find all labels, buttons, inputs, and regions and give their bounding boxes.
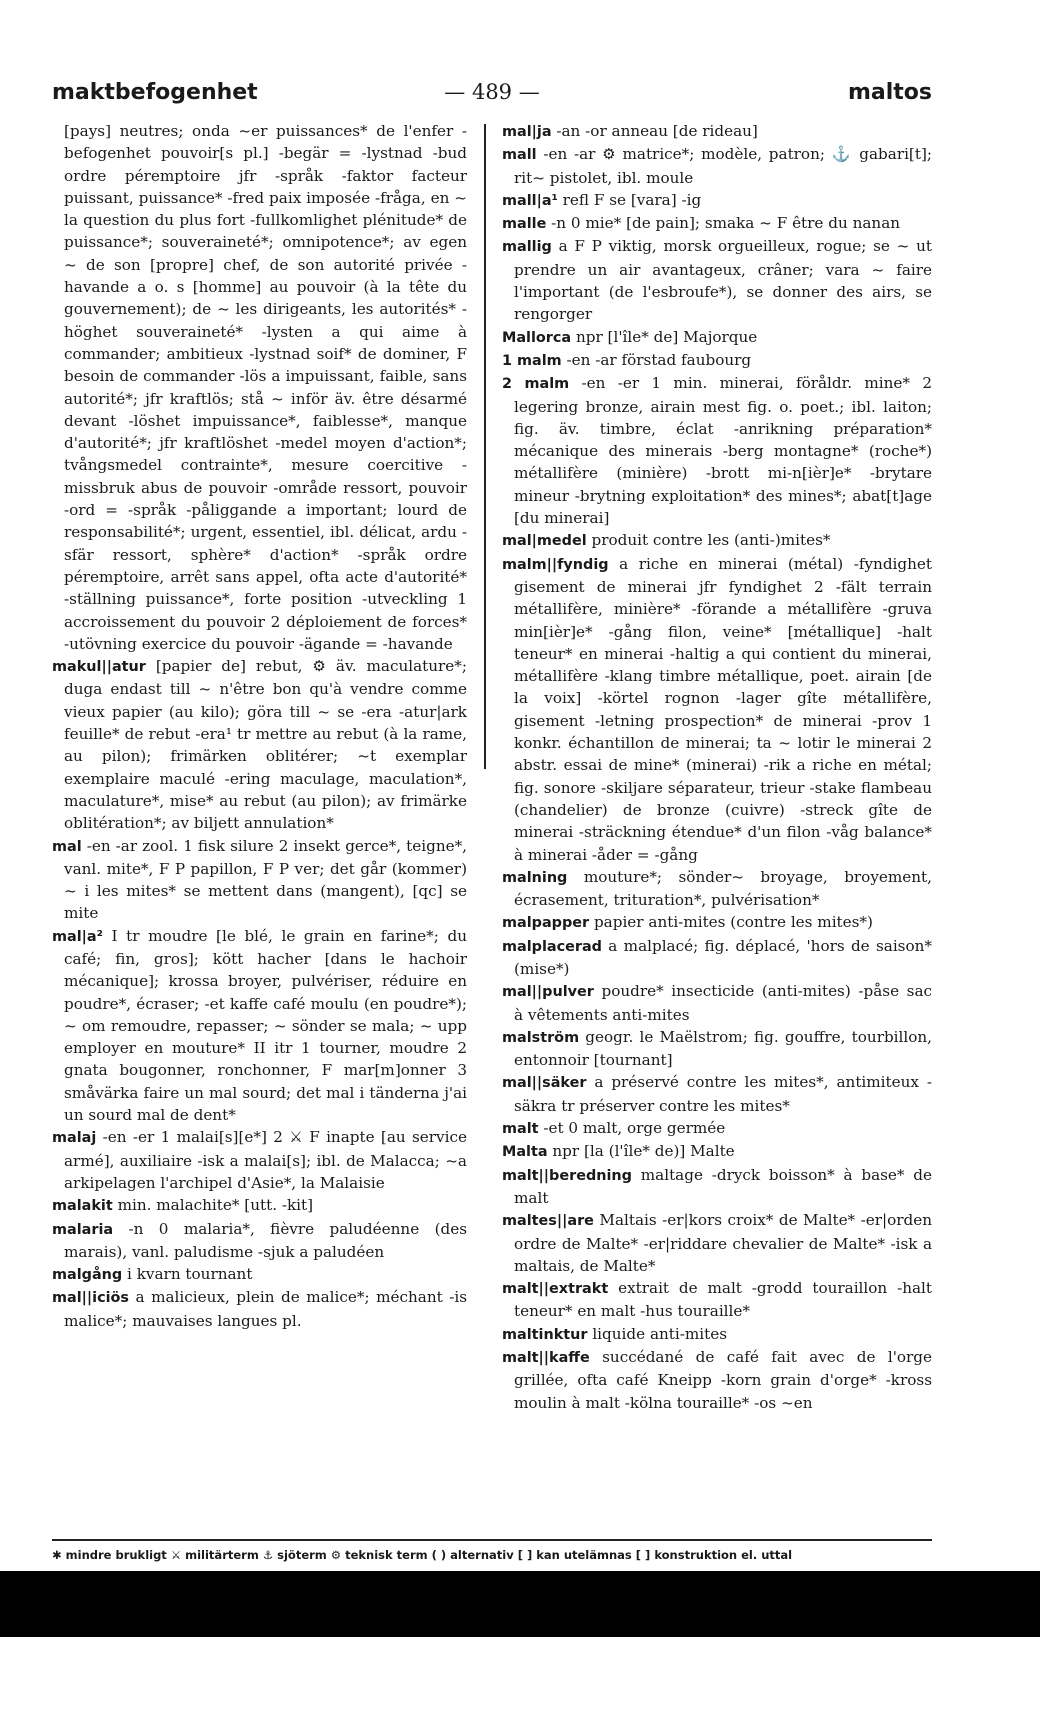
entry-definition: min. malachite* [utt. -kit] (117, 1196, 314, 1215)
dictionary-entry (502, 1277, 932, 1323)
legend-item: ✱ mindre brukligt (52, 1548, 167, 1562)
dictionary-entry (52, 1194, 467, 1217)
dictionary-entry (52, 1286, 467, 1332)
entry-headword: malpapper (502, 915, 590, 932)
entry-definition: -en -ar zool. 1 fisk silure 2 insekt gerce*, teigne*, vanl. mite*, F P papillon, F P ver; det går (kommer) ~ i les mites* se mettent dans (mangent), [qc] se mite (64, 836, 468, 923)
entry-definition: -n 0 malaria*, fièvre paludéenne (des marais), vanl. paludisme -sjuk a paludéen (64, 1219, 467, 1261)
entry-definition: -en -ar ⚙ matrice*; modèle, patron; ⚓ gabari[t]; rit~ pistolet, ibl. moule (514, 145, 933, 187)
dictionary-entry (52, 1218, 467, 1264)
entry-definition: -n 0 mie* [de pain]; smaka ~ F être du nanan (551, 214, 901, 233)
entry-definition: -et 0 malt, orge germée (543, 1119, 726, 1138)
entry-definition: npr [l'île* de] Majorque (575, 327, 758, 346)
entry-definition: maltage -dryck boisson* à base* de malt (514, 1165, 932, 1207)
entry-definition: succédané de café fait avec de l'orge grillée, ofta café Kneipp -korn grain d'orge* -kross moulin à malt -kölna touraille* -os ~en (514, 1348, 933, 1412)
dictionary-entry (502, 212, 932, 235)
dictionary-entry (502, 911, 932, 934)
entry-headword: malt||beredning (502, 1167, 632, 1184)
dictionary-entry (502, 866, 932, 912)
entry-definition: a riche en minerai (métal) -fyndighet gisement de minerai jfr fyndighet 2 -fält terrain métallifère, minière* -förande a métallifère -gruva min[ièr]e* -gång filon, veine* [métallique] -halt teneur* en minerai -haltig a qui contient du minerai, métallifère -klang timbre métallique, poet. airain [de la voix] -körtel rognon -lager gîte métallifère, gisement -letning prospection* de minerai -prov 1 konkr. échantillon de minerai; ta ~ lotir le minerai 2 abstr. essai de mine* (minerai) -rik a riche en métal; fig. sonore -skiljare séparateur, trieur -stake flambeau (chandelier) de bronze (cuivre) -streck gîte de minerai -sträckning étendue* d'un filon -våg balance* à minerai -åder = -gång (514, 554, 932, 864)
entry-definition: poudre* insecticide (anti-mites) -påse sac à vêtements anti-mites (514, 982, 933, 1024)
entry-headword: mal|a² (52, 928, 103, 945)
dictionary-entry (52, 120, 467, 655)
dictionary-entry (52, 655, 467, 834)
entry-definition: I tr moudre [le blé, le grain en farine*; du café; fin, gros]; kött hacher [dans le hachoir mécanique]; krossa broyer, pulvériser, réduire en poudre*, écraser; -et kaffe café moulu (en poudre*); ~ om remoudre, repasser; ~ sönder se mala; ~ upp employer en mouture* II itr 1 tourner, moudre 2 gnata bougonner, ronchonner, F mar[m]onner 3 småvärka faire un mal sourd; det mal i tänderna j'ai un sourd mal de dent* (64, 926, 468, 1125)
dictionary-entry (502, 1071, 932, 1117)
dictionary-entry (502, 1164, 932, 1210)
entry-headword: makul||atur (52, 659, 146, 676)
legend-item: ⚔ militärterm (170, 1548, 259, 1562)
entry-headword: malaria (52, 1221, 114, 1238)
legend-footer (52, 1539, 932, 1562)
entry-definition: -en -er 1 min. minerai, föråldr. mine* 2 legering bronze, airain mest fig. o. poet.; ibl. laiton; fig. äv. timbre, éclat -anrikning préparation* mécanique des minerais -berg montagne* (roche*) métallifère (minière) -brott mi-n[ièr]e* -brytare mineur -brytning exploitation* des mines*; abat[t]age [du minerai] (514, 374, 932, 528)
entry-headword: malakit (52, 1198, 113, 1215)
page-number: — 489 — (444, 80, 540, 104)
legend-item: ⚙ teknisk term (330, 1548, 428, 1562)
dictionary-entry (502, 372, 932, 529)
dictionary-entry (502, 1140, 932, 1163)
entry-headword: mal|ja (502, 124, 552, 140)
dictionary-entry (502, 143, 932, 189)
page-header (52, 72, 932, 112)
entry-definition: Maltais -er|kors croix* de Malte* -er|orden ordre de Malte* -er|riddare chevalier de Malte* -isk a maltais, de Malte* (514, 1211, 932, 1275)
entry-headword: malle (502, 216, 547, 233)
dictionary-entry (502, 1323, 932, 1346)
entry-definition: liquide anti-mites (592, 1324, 728, 1343)
entry-headword: maltes||are (502, 1213, 594, 1230)
column-divider (484, 124, 486, 769)
entry-definition: -en -er 1 malai[s][e*] 2 ⚔ F inapte [au service armé], auxiliaire -isk a malai[s]; ibl. de Malacca; ~a arkipelagen l'archipel d'Asie*, la Malaisie (64, 1128, 467, 1192)
dictionary-entry (502, 1209, 932, 1277)
right-column (502, 120, 932, 1414)
entry-definition: geogr. le Maëlstrom; fig. gouffre, tourbillon, entonnoir [tournant] (514, 1027, 932, 1070)
entry-headword: malaj (52, 1130, 97, 1147)
entry-headword: mal||pulver (502, 984, 594, 1001)
columns (52, 120, 932, 1735)
entry-definition: [pays] neutres; onda ~er puissances* de l'enfer -befogenhet pouvoir[s pl.] -begär = -lystnad -bud ordre péremptoire jfr -språk -faktor facteur puissant, puissance* -fred paix imposée -fråga, en ~ la question du plus fort -fullkomlighet plénitude* de puissance*; souveraineté*; omnipotence*; av egen ~ de son [propre] chef, de son autorité privée -havande a o. s [homme] au pouvoir (à la tête du gouvernement); de ~ les dirigeants, les autorités* -höghet souveraineté* -lysten a qui aime à commander; ambitieux -lystnad soif* de dominer, F besoin de commander -lös a impuissant, faible, sans autorité*; jfr kraftlös; stå ~ inför äv. être désarmé devant -löshet impuissance*, faiblesse*, manque d'autorité*; jfr kraftlöshet -medel moyen d'action*; tvångsmedel contrainte*, mesure coercitive -missbruk abus de pouvoir -område ressort, pouvoir -ord = -språk -påliggande a important; lourd de responsabilité*; urgent, essentiel, ibl. délicat, ardu -sfär ressort, sphère* d'action* -språk ordre péremptoire, arrêt sans appel, ofta acte d'autorité* -ställning puissance*, forte position -utveckling 1 accroissement du pouvoir 2 déploiement de forces* -utövning exercice du pouvoir -ägande = -havande (64, 122, 467, 653)
dictionary-entry (502, 935, 932, 981)
entry-definition: -en -ar förstad faubourg (566, 350, 752, 369)
dictionary-entry (502, 120, 932, 143)
entry-headword: maltinktur (502, 1326, 588, 1343)
dictionary-entry (502, 1117, 932, 1140)
entry-definition: produit contre les (anti-)mites* (591, 531, 831, 550)
header-left-guideword: maktbefogenhet (52, 80, 258, 105)
dictionary-entry (502, 980, 932, 1026)
legend-item: [ ] konstruktion el. uttal (635, 1548, 793, 1562)
entry-headword: mal||iciös (52, 1290, 129, 1307)
entry-headword: mal (52, 838, 82, 855)
entry-definition: i kvarn tournant (127, 1265, 253, 1284)
entry-definition: mouture*; sönder~ broyage, broyement, écrasement, trituration*, pulvérisation* (514, 867, 932, 910)
entry-headword: mal|medel (502, 533, 587, 550)
entry-definition: -an -or anneau [de rideau] (556, 122, 758, 140)
entry-headword: mall (502, 147, 537, 164)
legend-item: ( ) alternativ (431, 1548, 514, 1562)
entry-headword: Malta (502, 1144, 548, 1161)
header-right-guideword: maltos (847, 80, 932, 105)
dictionary-entry (52, 835, 467, 925)
entry-headword: 1 malm (502, 352, 562, 369)
dictionary-entry (502, 326, 932, 349)
left-column (52, 120, 467, 1332)
entry-headword: malplacerad (502, 938, 602, 955)
entry-headword: malm||fyndig (502, 556, 609, 573)
entry-headword: malgång (52, 1267, 123, 1284)
entry-headword: malström (502, 1029, 580, 1046)
dictionary-entry (52, 1126, 467, 1194)
legend-item: ⚓ sjöterm (262, 1548, 327, 1562)
dictionary-entry (502, 553, 932, 866)
entry-definition: a malplacé; fig. déplacé, 'hors de saison* (mise*) (514, 936, 932, 978)
entry-definition: a malicieux, plein de malice*; méchant -is malice*; mauvaises langues pl. (64, 1288, 467, 1330)
entry-headword: malt (502, 1121, 539, 1138)
entry-headword: 2 malm (502, 376, 570, 393)
dictionary-entry (502, 529, 932, 552)
entry-headword: malning (502, 869, 568, 886)
dictionary-entry (502, 1346, 932, 1414)
entry-headword: malt||extrakt (502, 1281, 609, 1298)
dictionary-entry (52, 925, 467, 1127)
dictionary-entry (502, 235, 932, 325)
scan-bottom-border (0, 1571, 1040, 1637)
entry-definition: papier anti-mites (contre les mites*) (593, 913, 873, 932)
entry-definition: refl F se [vara] -ig (562, 190, 702, 209)
dictionary-page (52, 72, 933, 1412)
legend-item: [ ] kan utelämnas (517, 1548, 632, 1562)
entry-definition: a préservé contre les mites*, antimiteux -säkra tr préserver contre les mites* (514, 1073, 933, 1115)
entry-headword: mallig (502, 239, 552, 256)
entry-definition: a F P viktig, morsk orgueilleux, rogue; se ~ ut prendre un air avantageux, crâner; vara ~ faire l'important (de l'esbroufe*), se donner des airs, se rengorger (514, 237, 933, 324)
entry-definition: [papier de] rebut, ⚙ äv. maculature*; duga endast till ~ n'être bon qu'à vendre comme vieux papier (au kilo); göra till ~ se -era -atur|ark feuille* de rebut -era¹ tr mettre au rebut (à la rame, au pilon); frimärken oblitérer; ~t exemplar exemplaire maculé -ering maculage, maculation*, maculature*, mise* au rebut (au pilon); av frimärke oblitération*; av biljett annulation* (64, 657, 468, 833)
entry-definition: npr [la (l'île* de)] Malte (552, 1142, 735, 1161)
entry-headword: malt||kaffe (502, 1350, 590, 1367)
entry-definition: extrait de malt -grodd touraillon -halt teneur* en malt -hus touraille* (514, 1279, 932, 1321)
entry-headword: Mallorca (502, 329, 572, 346)
dictionary-entry (502, 189, 932, 212)
entry-headword: mal||säker (502, 1075, 587, 1092)
dictionary-entry (502, 349, 932, 372)
entry-headword: mall|a¹ (502, 192, 558, 209)
dictionary-entry (502, 1026, 932, 1072)
dictionary-entry (52, 1263, 467, 1286)
